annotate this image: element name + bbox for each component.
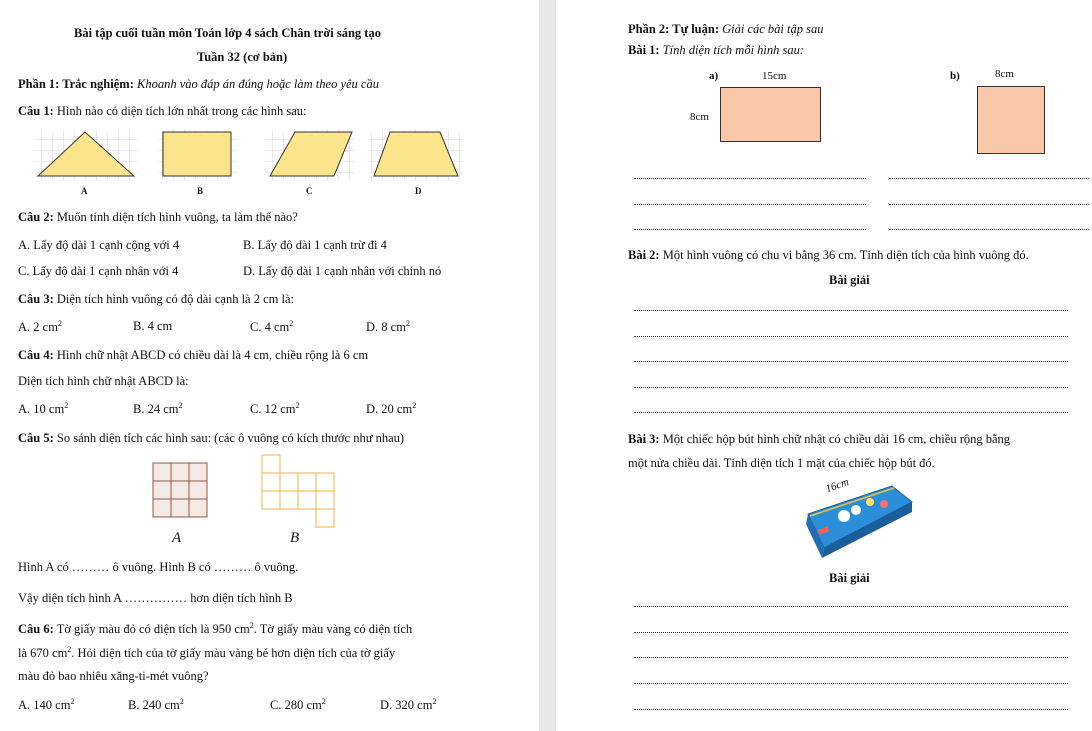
q5-figures	[150, 453, 350, 533]
grid-figure-a	[153, 463, 207, 517]
q2-option-a[interactable]: A. Lấy độ dài 1 cạnh cộng với 4	[18, 238, 180, 252]
b1-fig-b-side: 8cm	[995, 68, 1014, 80]
q4-option-a[interactable]: A. 10 $cm^2$	[18, 401, 69, 417]
q4-option-b[interactable]: B. 24 $cm^2$	[133, 401, 183, 417]
b2-answer-line[interactable]	[634, 361, 1068, 362]
q5-answer-line1[interactable]: Hình A có ……… ô vuông. Hình B có ……… ô vuông.	[18, 560, 299, 574]
b2-solution-heading: Bài giải	[829, 273, 870, 287]
q6-option-d[interactable]: D. 320 $cm^2$	[380, 697, 437, 713]
b2-answer-line[interactable]	[634, 310, 1068, 311]
b2-text: Bài 2: Một hình vuông có chu vi bằng 36 cm. Tính diện tích của hình vuông đó.	[628, 248, 1029, 262]
shape-label-b: B	[197, 186, 204, 196]
b1-fig-a-label: a)	[709, 70, 719, 82]
q4-option-d[interactable]: D. 20 $cm^2$	[366, 401, 417, 417]
week-label: Tuần 32 (cơ bản)	[197, 50, 288, 64]
rectangle-15x8	[720, 87, 821, 142]
shape-label-d: D	[415, 186, 422, 196]
q6-text-line3: màu đỏ bao nhiêu xăng-ti-mét vuông?	[18, 669, 209, 683]
q3-option-d[interactable]: D. 8 $cm^2$	[366, 319, 410, 335]
b1-answer-line[interactable]	[889, 178, 1089, 179]
shape-label-a: A	[81, 186, 88, 196]
b2-answer-line[interactable]	[634, 387, 1068, 388]
q5-text: Câu 5: So sánh diện tích các hình sau: (các ô vuông có kích thước như nhau)	[18, 431, 405, 445]
q3-text: Câu 3: Diện tích hình vuông có độ dài cạnh là 2 cm là:	[18, 292, 294, 306]
q2-option-c[interactable]: C. Lấy độ dài 1 cạnh nhân với 4	[18, 264, 179, 278]
q3-option-a[interactable]: A. 2 $cm^2$	[18, 319, 62, 335]
figure-a-label: A	[172, 530, 182, 546]
q1-shapes	[30, 128, 470, 196]
q6-text-line2: là 670 $cm^2$. Hỏi diện tích của tờ giấy màu vàng bé hơn diện tích của tờ giấy	[18, 645, 396, 661]
q6-option-a[interactable]: A. 140 $cm^2$	[18, 697, 75, 713]
q4-text: Câu 4: Hình chữ nhật ABCD có chiều dài là 4 cm, chiều rộng là 6 cm	[18, 348, 369, 362]
part1-heading: Phần 1: Trắc nghiệm: Khoanh vào đáp án đúng hoặc làm theo yêu cầu	[18, 77, 379, 91]
b3-answer-line[interactable]	[634, 709, 1068, 710]
b3-answer-line[interactable]	[634, 657, 1068, 658]
b1-answer-line[interactable]	[634, 204, 866, 205]
q6-text-line1: Câu 6: Tờ giấy màu đỏ có diện tích là 950 $cm^2$. Tờ giấy màu vàng có diện tích	[18, 621, 413, 637]
q5-answer-line2[interactable]: Vậy diện tích hình A …………… hơn diện tích hình B	[18, 591, 293, 605]
q2-option-b[interactable]: B. Lấy độ dài 1 cạnh trừ đi 4	[243, 238, 387, 252]
b3-answer-line[interactable]	[634, 606, 1068, 607]
grid-figure-b	[262, 455, 334, 527]
left-page	[0, 0, 539, 731]
b3-text-line1: Bài 3: Một chiếc hộp bút hình chữ nhật có chiều dài 16 cm, chiều rộng bằng	[628, 432, 1011, 446]
b1-answer-line[interactable]	[889, 204, 1089, 205]
b3-solution-heading: Bài giải	[829, 571, 870, 585]
pencil-case-image	[800, 472, 920, 564]
b2-answer-line[interactable]	[634, 336, 1068, 337]
q2-option-d[interactable]: D. Lấy độ dài 1 cạnh nhân với chính nó	[243, 264, 442, 278]
b1-fig-a-height: 8cm	[690, 111, 709, 123]
q2-text: Câu 2: Muốn tính diện tích hình vuông, ta làm thế nào?	[18, 210, 298, 224]
worksheet-title: Bài tập cuối tuần môn Toán lớp 4 sách Chân trời sáng tạo	[74, 26, 381, 40]
q1-text: Câu 1: Hình nào có diện tích lớn nhất trong các hình sau:	[18, 104, 307, 118]
b1-fig-b-label: b)	[950, 70, 960, 82]
b1-fig-a-width: 15cm	[762, 70, 787, 82]
right-page	[556, 0, 1092, 731]
b3-text-line2: một nửa chiều dài. Tính diện tích 1 mặt của chiếc hộp bút đó.	[628, 456, 935, 470]
b1-answer-line[interactable]	[889, 229, 1089, 230]
square-8cm	[977, 86, 1045, 154]
q6-option-b[interactable]: B. 240 $cm^2$	[128, 697, 184, 713]
rectangle-shape-b	[163, 132, 231, 176]
q4-option-c[interactable]: C. 12 $cm^2$	[250, 401, 300, 417]
q6-option-c[interactable]: C. 280 $cm^2$	[270, 697, 326, 713]
shape-label-c: C	[306, 186, 313, 196]
pencil-case-length-label: 16cm	[824, 475, 851, 496]
figure-b-label: B	[290, 530, 300, 546]
b2-answer-line[interactable]	[634, 412, 1068, 413]
b1-text: Bài 1: Tính diện tích mỗi hình sau:	[628, 43, 805, 57]
b3-answer-line[interactable]	[634, 632, 1068, 633]
q4-line2: Diện tích hình chữ nhật ABCD là:	[18, 374, 189, 388]
b1-answer-line[interactable]	[634, 229, 866, 230]
q3-option-c[interactable]: C. 4 $cm^2$	[250, 319, 294, 335]
part2-heading: Phần 2: Tự luận: Giải các bài tập sau	[628, 22, 824, 36]
b3-answer-line[interactable]	[634, 683, 1068, 684]
q3-option-b[interactable]: B. 4 cm	[133, 319, 173, 333]
b1-answer-line[interactable]	[634, 178, 866, 179]
